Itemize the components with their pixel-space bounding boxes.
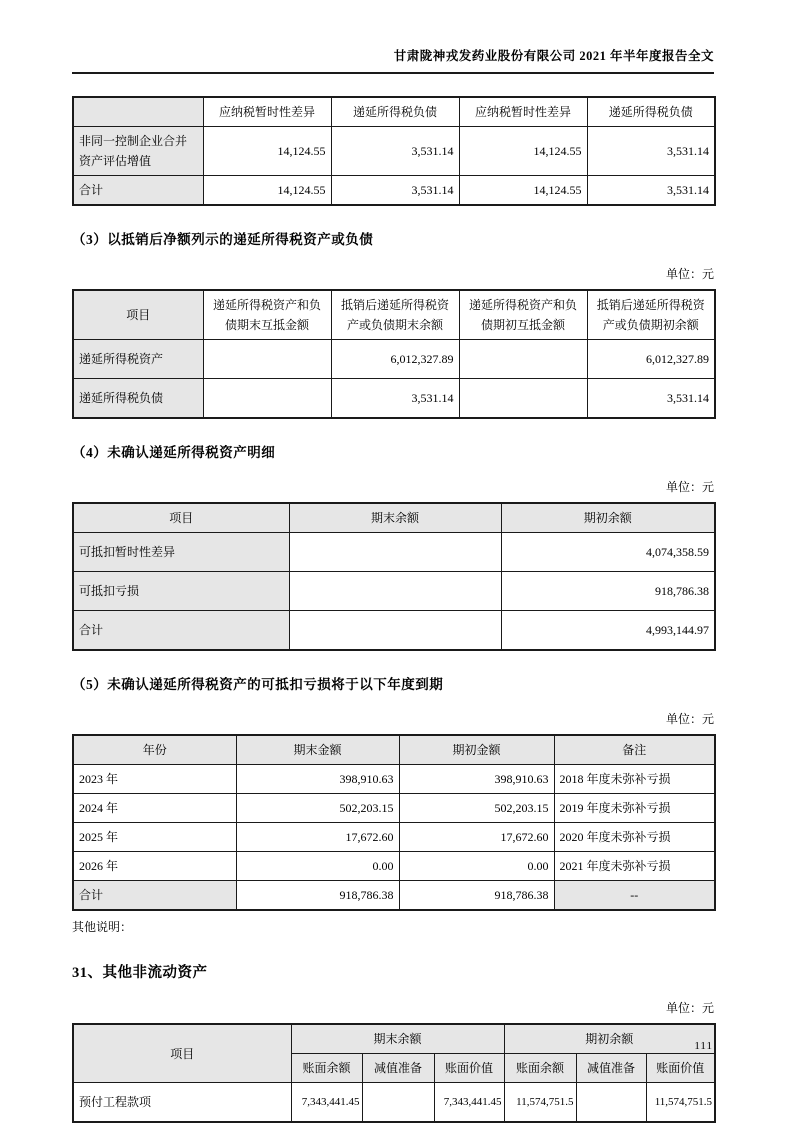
row-label: 可抵扣暂时性差异 <box>73 533 289 572</box>
table-cell: 14,124.55 <box>203 127 331 176</box>
column-header: 账面价值 <box>646 1054 715 1083</box>
row-label: 递延所得税资产 <box>73 340 203 379</box>
table-cell: 11,574,751.5 <box>504 1083 576 1123</box>
section-4-title: （4）未确认递延所得税资产明细 <box>72 445 276 460</box>
column-header: 期初金额 <box>399 735 554 765</box>
column-header: 项目 <box>73 1024 291 1083</box>
table-row <box>73 765 715 794</box>
table-header-row <box>73 735 715 765</box>
table-cell: 14,124.55 <box>459 127 587 176</box>
table-row <box>73 340 715 379</box>
column-header: 期初余额 <box>501 503 715 533</box>
table-cell <box>459 340 587 379</box>
table-cell <box>362 1083 434 1123</box>
row-label: 合计 <box>73 881 236 911</box>
table-row <box>73 823 715 852</box>
column-header: 应纳税暂时性差异 <box>203 97 331 127</box>
table-header-row <box>73 290 715 340</box>
column-header: 递延所得税负债 <box>331 97 459 127</box>
table-cell: 17,672.60 <box>236 823 399 852</box>
table-row <box>73 127 715 176</box>
row-label: 2026 年 <box>73 852 236 881</box>
table-cell: 0.00 <box>236 852 399 881</box>
table-cell: 3,531.14 <box>587 127 715 176</box>
column-header: 账面余额 <box>291 1054 362 1083</box>
table-header-row <box>73 1024 715 1054</box>
row-label: 2025 年 <box>73 823 236 852</box>
table-offset-net <box>72 289 716 419</box>
table-cell <box>203 379 331 419</box>
table-row <box>73 379 715 419</box>
section-3-title: （3）以抵销后净额列示的递延所得税资产或负债 <box>72 232 374 247</box>
row-label: 合计 <box>73 176 203 206</box>
table-cell: 2021 年度未弥补亏损 <box>554 852 715 881</box>
table-cell: 502,203.15 <box>399 794 554 823</box>
unit-label: 单位：元 <box>665 267 714 281</box>
table-cell <box>289 611 501 651</box>
row-label: 预付工程款项 <box>73 1083 291 1123</box>
table-row-total <box>73 176 715 206</box>
table-cell: 918,786.38 <box>501 572 715 611</box>
table-cell <box>459 379 587 419</box>
table-cell: 3,531.14 <box>331 379 459 419</box>
table-cell: 4,993,144.97 <box>501 611 715 651</box>
table-cell: 3,531.14 <box>587 176 715 206</box>
column-header: 项目 <box>73 503 289 533</box>
table-cell: 502,203.15 <box>236 794 399 823</box>
table-cell: 17,672.60 <box>399 823 554 852</box>
table-row-total <box>73 611 715 651</box>
column-header: 抵销后递延所得税资产或负债期初余额 <box>587 290 715 340</box>
unit-label: 单位：元 <box>665 1001 714 1015</box>
section-31-title: 31、其他非流动资产 <box>72 965 208 981</box>
page-number: 111 <box>694 1040 713 1052</box>
row-label: 递延所得税负债 <box>73 379 203 419</box>
table-loss-expiry <box>72 734 716 911</box>
table-row <box>73 533 715 572</box>
column-header-group: 期初余额 <box>504 1024 715 1054</box>
table-row <box>73 572 715 611</box>
column-header: 递延所得税负债 <box>587 97 715 127</box>
column-header: 备注 <box>554 735 715 765</box>
column-header: 年份 <box>73 735 236 765</box>
table-cell: 3,531.14 <box>331 127 459 176</box>
column-header: 递延所得税资产和负债期末互抵金额 <box>203 290 331 340</box>
table-row <box>73 1083 715 1123</box>
table-row <box>73 852 715 881</box>
column-header: 期末金额 <box>236 735 399 765</box>
table-cell: 398,910.63 <box>399 765 554 794</box>
table-cell <box>289 572 501 611</box>
table-cell: 2018 年度未弥补亏损 <box>554 765 715 794</box>
table-cell: 2019 年度未弥补亏损 <box>554 794 715 823</box>
table-cell: 11,574,751.5 <box>646 1083 715 1123</box>
table-header-row <box>73 97 715 127</box>
column-header: 减值准备 <box>576 1054 646 1083</box>
column-header <box>73 97 203 127</box>
report-header-title: 甘肃陇神戎发药业股份有限公司 2021 年半年度报告全文 <box>72 46 714 74</box>
table-cell: 14,124.55 <box>203 176 331 206</box>
other-notes-label: 其他说明： <box>72 920 133 934</box>
table-cell: 3,531.14 <box>587 379 715 419</box>
table-cell: 6,012,327.89 <box>331 340 459 379</box>
table-row <box>73 794 715 823</box>
table-cell: 918,786.38 <box>236 881 399 911</box>
table-cell: 6,012,327.89 <box>587 340 715 379</box>
table-taxable-differences <box>72 96 716 206</box>
table-cell: 7,343,441.45 <box>291 1083 362 1123</box>
table-cell: 2020 年度未弥补亏损 <box>554 823 715 852</box>
section-5-title: （5）未确认递延所得税资产的可抵扣亏损将于以下年度到期 <box>72 677 444 692</box>
column-header-group: 期末余额 <box>291 1024 504 1054</box>
table-cell: 14,124.55 <box>459 176 587 206</box>
table-cell <box>576 1083 646 1123</box>
table-cell: 4,074,358.59 <box>501 533 715 572</box>
column-header: 账面价值 <box>434 1054 504 1083</box>
table-header-row <box>73 503 715 533</box>
column-header: 递延所得税资产和负债期初互抵金额 <box>459 290 587 340</box>
row-label: 2023 年 <box>73 765 236 794</box>
unit-label: 单位：元 <box>665 480 714 494</box>
table-unrecognized-dta <box>72 502 716 651</box>
table-cell: 0.00 <box>399 852 554 881</box>
table-cell: 918,786.38 <box>399 881 554 911</box>
table-cell: 3,531.14 <box>331 176 459 206</box>
column-header: 项目 <box>73 290 203 340</box>
column-header: 账面余额 <box>504 1054 576 1083</box>
table-row-total <box>73 881 715 911</box>
column-header: 期末余额 <box>289 503 501 533</box>
column-header: 减值准备 <box>362 1054 434 1083</box>
unit-label: 单位：元 <box>665 712 714 726</box>
table-cell: 398,910.63 <box>236 765 399 794</box>
row-label: 2024 年 <box>73 794 236 823</box>
table-cell: 7,343,441.45 <box>434 1083 504 1123</box>
column-header: 应纳税暂时性差异 <box>459 97 587 127</box>
column-header: 抵销后递延所得税资产或负债期末余额 <box>331 290 459 340</box>
row-label: 合计 <box>73 611 289 651</box>
row-label: 非同一控制企业合并资产评估增值 <box>73 127 203 176</box>
table-cell <box>203 340 331 379</box>
table-cell <box>289 533 501 572</box>
table-cell: -- <box>554 881 715 911</box>
table-other-noncurrent-assets <box>72 1023 716 1123</box>
row-label: 可抵扣亏损 <box>73 572 289 611</box>
